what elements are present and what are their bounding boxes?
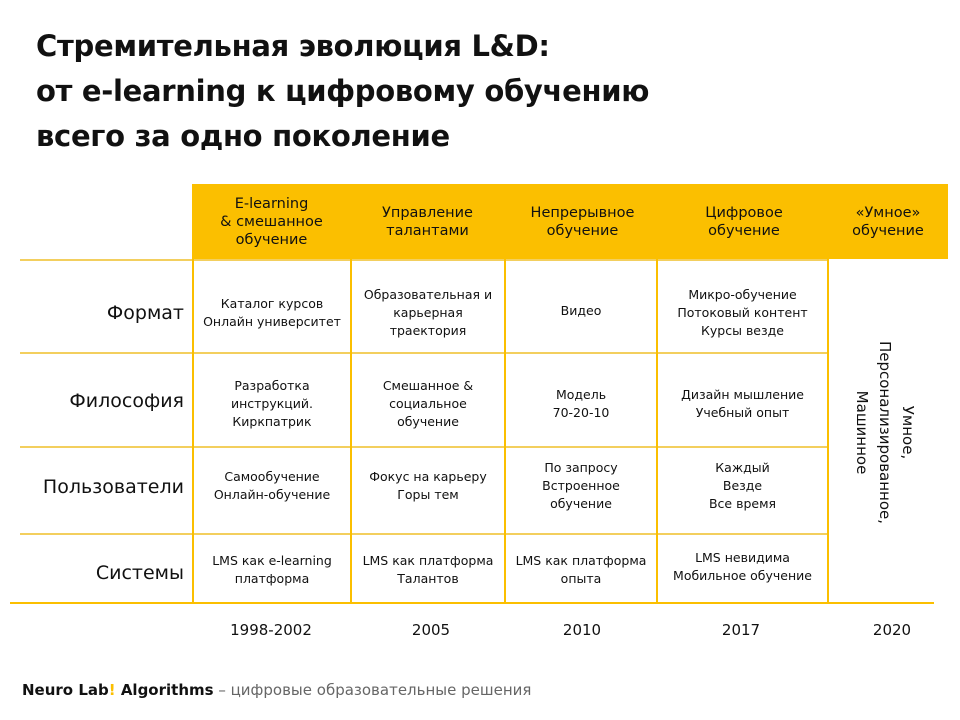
cell-systems-continuous: LMS как платформа опыта xyxy=(515,553,647,586)
footer-brand-exclamation: ! xyxy=(108,681,116,699)
column-header-smart: «Умное» обучение xyxy=(852,204,924,239)
vertical-divider-5 xyxy=(827,259,829,604)
column-header-talents: Управление талантами xyxy=(382,204,473,239)
cell-systems-elearning: LMS как e-learning платформа xyxy=(212,553,332,586)
column-header-elearning: E-learning & смешанное обучение xyxy=(220,195,323,248)
cell-format-elearning: Каталог курсов Онлайн университет xyxy=(203,296,341,329)
year-2010: 2010 xyxy=(562,621,602,639)
row-label-systems: Системы xyxy=(95,562,184,584)
cell-systems-digital: LMS невидима Мобильное обучение xyxy=(673,550,812,583)
slide-title xyxy=(36,24,836,159)
cell-philosophy-talents: Смешанное & социальное обучение xyxy=(382,378,474,429)
column-header-continuous: Непрерывное обучение xyxy=(530,204,635,239)
smart-column-text: Умное, Персонализированное, Машинное xyxy=(853,340,918,524)
cell-format-talents: Образовательная и карьерная траектория xyxy=(363,287,493,338)
row-label-format: Формат xyxy=(106,302,184,324)
row-label-philosophy: Философия xyxy=(69,390,184,412)
cell-format-digital: Микро-обучение Потоковый контент Курсы везде xyxy=(677,287,808,338)
cell-users-elearning: Самообучение Онлайн-обучение xyxy=(213,469,331,502)
year-2005: 2005 xyxy=(411,621,451,639)
footer-brand-algorithms: Algorithms xyxy=(115,681,214,699)
title-line-1: Стремительная эволюция L&D: xyxy=(36,29,550,63)
footer-brand: Neuro Lab xyxy=(22,681,109,699)
year-2020: 2020 xyxy=(872,621,912,639)
row-label-users: Пользователи xyxy=(42,476,184,498)
cell-systems-talents: LMS как платформа Талантов xyxy=(362,553,494,586)
year-1998-2002: 1998-2002 xyxy=(230,621,312,639)
cell-philosophy-continuous: Модель 70-20-10 xyxy=(552,387,610,420)
footer xyxy=(22,681,531,699)
column-header-digital: Цифровое обучение xyxy=(705,204,783,239)
footer-subtitle: – цифровые образовательные решения xyxy=(213,681,532,699)
cell-philosophy-elearning: Разработка инструкций. Киркпатрик xyxy=(230,378,314,429)
cell-users-digital: Каждый Везде Все время xyxy=(708,460,777,511)
title-line-2: от e-learning к цифровому обучению xyxy=(36,74,650,108)
cell-format-continuous: Видео xyxy=(560,303,602,318)
cell-users-continuous: По запросу Встроенное обучение xyxy=(542,460,620,511)
title-line-3: всего за одно поколение xyxy=(36,119,450,153)
smart-column-cell xyxy=(830,262,940,602)
cell-philosophy-digital: Дизайн мышление Учебный опыт xyxy=(681,387,804,420)
year-2017: 2017 xyxy=(721,621,761,639)
cell-users-talents: Фокус на карьеру Горы тем xyxy=(369,469,487,502)
